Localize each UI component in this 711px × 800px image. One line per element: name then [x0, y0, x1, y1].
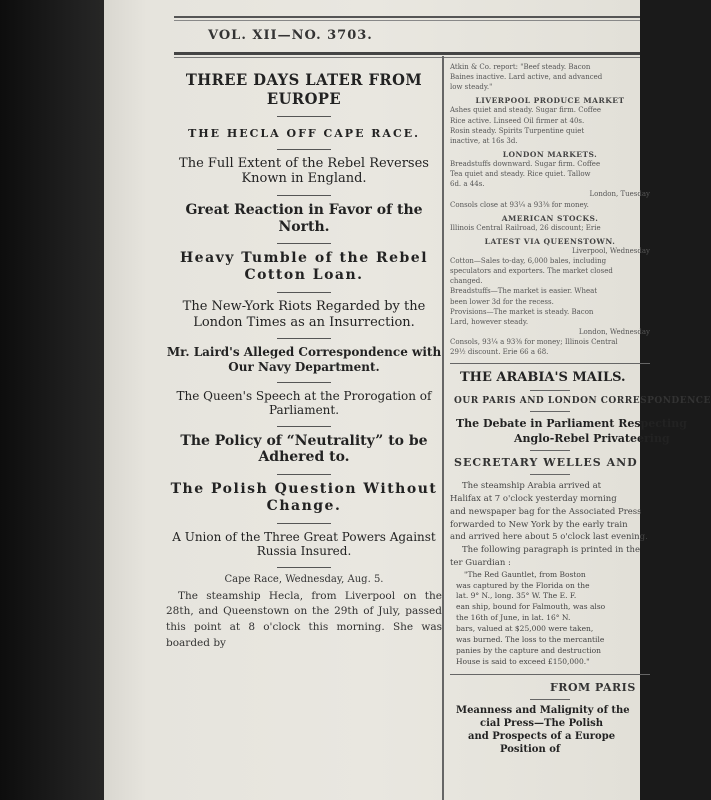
london-dateline: London, Tuesday: [589, 190, 650, 199]
headline-deck: Mr. Laird's Alleged Correspondence with Our Navy Department.: [166, 345, 442, 374]
newspaper-page: [104, 0, 711, 800]
queenstown-text: Cotton—Sales to-day, 6,000 bales, including: [450, 256, 607, 265]
london-markets-head: LONDON MARKETS.: [502, 149, 598, 159]
paris-deck: Position of: [500, 743, 561, 755]
debate-head: Anglo-Rebel Privateering: [514, 432, 670, 446]
american-text: Illinois Central Railroad, 26 discount; Erie: [450, 223, 601, 232]
headline-deck: The New-York Riots Regarded by the London Times as an Insurrection.: [182, 298, 426, 330]
section-rule: [450, 674, 650, 675]
quote-text: ean ship, bound for Falmouth, was also: [456, 602, 606, 612]
queenstown-text: speculators and exporters. The market closed: [450, 267, 613, 276]
london-text: Tea quiet and steady. Rice quiet. Tallow: [450, 170, 591, 179]
paris-london-head: OUR PARIS AND LONDON CORRESPONDENCE: [454, 396, 711, 407]
produce-market-head: LIVERPOOL PRODUCE MARKET: [475, 96, 625, 106]
headline-dash: [277, 426, 331, 427]
headline-dash: [277, 292, 331, 293]
headline-dash: [530, 474, 570, 475]
headline-dash: [277, 195, 331, 196]
headline-deck: Heavy Tumble of the Rebel Cotton Loan.: [179, 250, 429, 284]
headline-dash: [277, 116, 331, 117]
quote-text: panies by the capture and destruction: [456, 645, 601, 655]
headline-dash: [277, 243, 331, 244]
masthead-bottom-rule: [174, 52, 640, 55]
produce-text: inactive, at 16s 3d.: [450, 136, 518, 145]
section-rule: [450, 363, 650, 364]
headline-deck: A Union of the Three Great Powers Against Russia Insured.: [172, 529, 436, 559]
market-report-text: Atkin & Co. report: "Beef steady. Bacon: [450, 63, 591, 71]
headline-dash: [530, 450, 570, 451]
produce-text: Rice active. Linseed Oil firmer at 40s.: [450, 116, 585, 125]
arabia-body: forwarded to New York by the early train: [450, 519, 628, 530]
quote-text: lat. 9° N., long. 35° W. The E. F.: [456, 591, 577, 601]
queenstown-text: Provisions—The market is steady. Bacon: [450, 307, 594, 316]
dark-background: [0, 0, 120, 800]
headline-dash: [277, 523, 331, 524]
arabia-body: The following paragraph is printed in the: [462, 545, 641, 556]
quote-text: the 16th of June, in lat. 16° N.: [456, 613, 571, 623]
quote-text: was burned. The loss to the mercantile: [456, 634, 605, 644]
headline-dash: [530, 411, 570, 412]
debate-head: The Debate in Parliament Respecting: [456, 417, 687, 431]
headline-deck: The Full Extent of the Rebel Reverses Known in England.: [179, 155, 429, 187]
headline-deck: Great Reaction in Favor of the North.: [185, 201, 423, 235]
queenstown-text: Lard, however steady.: [450, 317, 529, 326]
arabia-body: Halifax at 7 o'clock yesterday morning: [450, 494, 617, 505]
arabia-body: ter Guardian :: [450, 557, 511, 568]
arabia-body: and arrived here about 5 o'clock last evening.: [450, 532, 648, 543]
headline-dash: [530, 699, 570, 700]
produce-text: Ashes quiet and steady. Sugar firm. Coffee: [450, 106, 602, 115]
masthead-rule: [174, 16, 640, 18]
queenstown-text: 29½ discount. Erie 66 a 68.: [450, 348, 549, 357]
quote-text: bars, valued at $25,000 were taken,: [456, 624, 594, 633]
arabia-body: The steamship Arabia arrived at: [462, 481, 602, 492]
headline-dash: [277, 149, 331, 150]
headline-deck: The Policy of “Neutrality” to be Adhered to.: [180, 432, 428, 466]
headline-sub: THE HECLA OFF CAPE RACE.: [188, 127, 420, 141]
welles-head: SECRETARY WELLES AND: [454, 456, 638, 470]
queenstown-text: London, Wednesday: [578, 327, 650, 336]
queenstown-text: been lower 3d for the recess.: [450, 297, 554, 306]
left-column: [166, 62, 442, 652]
queenstown-text: Liverpool, Wednesday: [571, 246, 650, 255]
american-stocks-head: AMERICAN STOCKS.: [501, 213, 599, 223]
column-divider: [442, 56, 444, 800]
market-report-text: low steady.": [450, 83, 493, 92]
headline-dash: [277, 382, 331, 383]
produce-text: Rosin steady. Spirits Turpentine quiet: [450, 126, 585, 135]
paris-deck: and Prospects of a Europe: [468, 730, 616, 742]
article-body: The steamship Hecla, from Liverpool on the 28th, and Queenstown on the 29th of July, passed this point at 8 o'clock this morning. She was boarded by: [166, 589, 442, 649]
masthead-rule-thin: [174, 20, 640, 21]
arabia-mails-head: THE ARABIA'S MAILS.: [460, 370, 626, 386]
right-column: [450, 62, 711, 755]
quote-text: House is said to exceed £150,000.": [456, 656, 590, 666]
headline-dash: [277, 567, 331, 568]
headline-deck: The Polish Question Without Change.: [170, 481, 438, 515]
headline-dash: [277, 338, 331, 339]
paris-deck: cial Press—The Polish: [480, 717, 604, 729]
from-paris-head: FROM PARIS: [550, 680, 636, 694]
headline-deck: The Queen's Speech at the Prorogation of Parliament.: [176, 388, 432, 418]
london-text: 6d. a 44s.: [450, 180, 485, 189]
consols-text: Consols close at 93¼ a 93⅜ for money.: [450, 200, 589, 209]
paris-deck: Meanness and Malignity of the: [456, 704, 630, 716]
london-text: Breadstuffs downward. Sugar firm. Coffee: [450, 159, 601, 168]
dateline: Cape Race, Wednesday, Aug. 5.: [224, 573, 384, 585]
headline-main: THREE DAYS LATER FROM EUROPE: [185, 70, 423, 109]
quote-text: was captured by the Florida on the: [456, 580, 590, 590]
queenstown-text: changed.: [450, 277, 483, 286]
arabia-body: and newspaper bag for the Associated Press: [450, 506, 642, 517]
queenstown-text: Consols, 93¼ a 93⅜ for money; Illinois Central: [450, 338, 618, 347]
queenstown-text: Breadstuffs—The market is easier. Wheat: [450, 287, 598, 296]
queenstown-head: LATEST VIA QUEENSTOWN.: [484, 236, 616, 246]
volume-number: VOL. XII—NO. 3703.: [208, 28, 373, 43]
masthead-bottom-rule-thin: [174, 57, 640, 58]
quote-text: "The Red Gauntlet, from Boston: [464, 569, 586, 579]
headline-dash: [277, 474, 331, 475]
market-report-text: Baines inactive. Lard active, and advanced: [450, 73, 603, 82]
headline-dash: [530, 390, 570, 391]
